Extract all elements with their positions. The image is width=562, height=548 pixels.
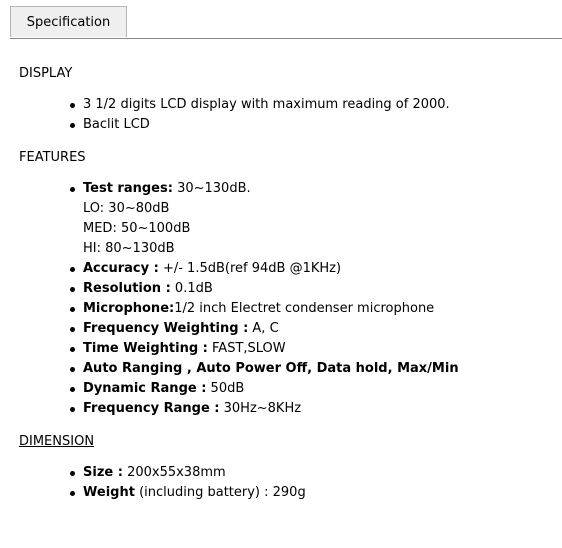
test-ranges-value: 30~130dB. (172, 181, 251, 196)
test-ranges-label: Test ranges: (83, 181, 173, 196)
bullet-icon (70, 327, 75, 332)
tab-bar (10, 6, 562, 39)
bullet-icon (70, 387, 75, 392)
size-value: 200x55x38mm (122, 465, 226, 480)
bullet-icon (70, 287, 75, 292)
bullet-icon (70, 347, 75, 352)
frequency-range-value: 30Hz~8KHz (219, 401, 302, 416)
list-item (69, 339, 459, 359)
list-item (69, 299, 459, 319)
bullet-icon (70, 367, 75, 372)
display-item-backlit: Baclit LCD (83, 117, 150, 132)
list-item (69, 379, 459, 399)
list-item (69, 95, 450, 115)
list-item (69, 115, 450, 135)
accuracy-label: Accuracy : (83, 261, 159, 276)
tab-specification[interactable]: Specification (10, 6, 127, 37)
list-item (69, 319, 459, 339)
dynamic-range-value: 50dB (206, 381, 245, 396)
test-range-hi: HI: 80~130dB (83, 241, 175, 256)
weight-value: (including battery) : 290g (134, 485, 306, 500)
bullet-icon (70, 491, 75, 496)
list-item (69, 463, 306, 483)
display-item-lcd: 3 1/2 digits LCD display with maximum reading of 2000. (83, 97, 450, 112)
bullet-icon (70, 307, 75, 312)
dimension-list (69, 463, 306, 503)
features-heading: FEATURES (19, 150, 86, 165)
microphone-label: Microphone: (83, 301, 175, 316)
auto-ranging-label: Auto Ranging , Auto Power Off, Data hold, Max/Min (83, 361, 459, 376)
list-item (69, 359, 459, 379)
display-heading: DISPLAY (19, 66, 73, 81)
test-range-lo: LO: 30~80dB (83, 201, 170, 216)
time-weighting-value: FAST,SLOW (207, 341, 286, 356)
resolution-label: Resolution : (83, 281, 171, 296)
list-item (69, 279, 459, 299)
bullet-icon (70, 187, 75, 192)
list-item (69, 483, 306, 503)
time-weighting-label: Time Weighting : (83, 341, 208, 356)
size-label: Size : (83, 465, 123, 480)
bullet-icon (70, 123, 75, 128)
frequency-weighting-value: A, C (248, 321, 279, 336)
list-item (69, 259, 459, 279)
frequency-weighting-label: Frequency Weighting : (83, 321, 249, 336)
list-item (69, 179, 459, 199)
accuracy-value: +/- 1.5dB(ref 94dB @1KHz) (158, 261, 342, 276)
features-list (69, 179, 459, 419)
resolution-value: 0.1dB (170, 281, 213, 296)
bullet-icon (70, 103, 75, 108)
dimension-heading: DIMENSION (19, 434, 95, 449)
weight-label: Weight (83, 485, 135, 500)
bullet-icon (70, 407, 75, 412)
display-list (69, 95, 450, 135)
list-item (69, 399, 459, 419)
dynamic-range-label: Dynamic Range : (83, 381, 207, 396)
bullet-icon (70, 471, 75, 476)
microphone-value: 1/2 inch Electret condenser microphone (174, 301, 435, 316)
test-range-med: MED: 50~100dB (83, 221, 191, 236)
bullet-icon (70, 267, 75, 272)
frequency-range-label: Frequency Range : (83, 401, 220, 416)
